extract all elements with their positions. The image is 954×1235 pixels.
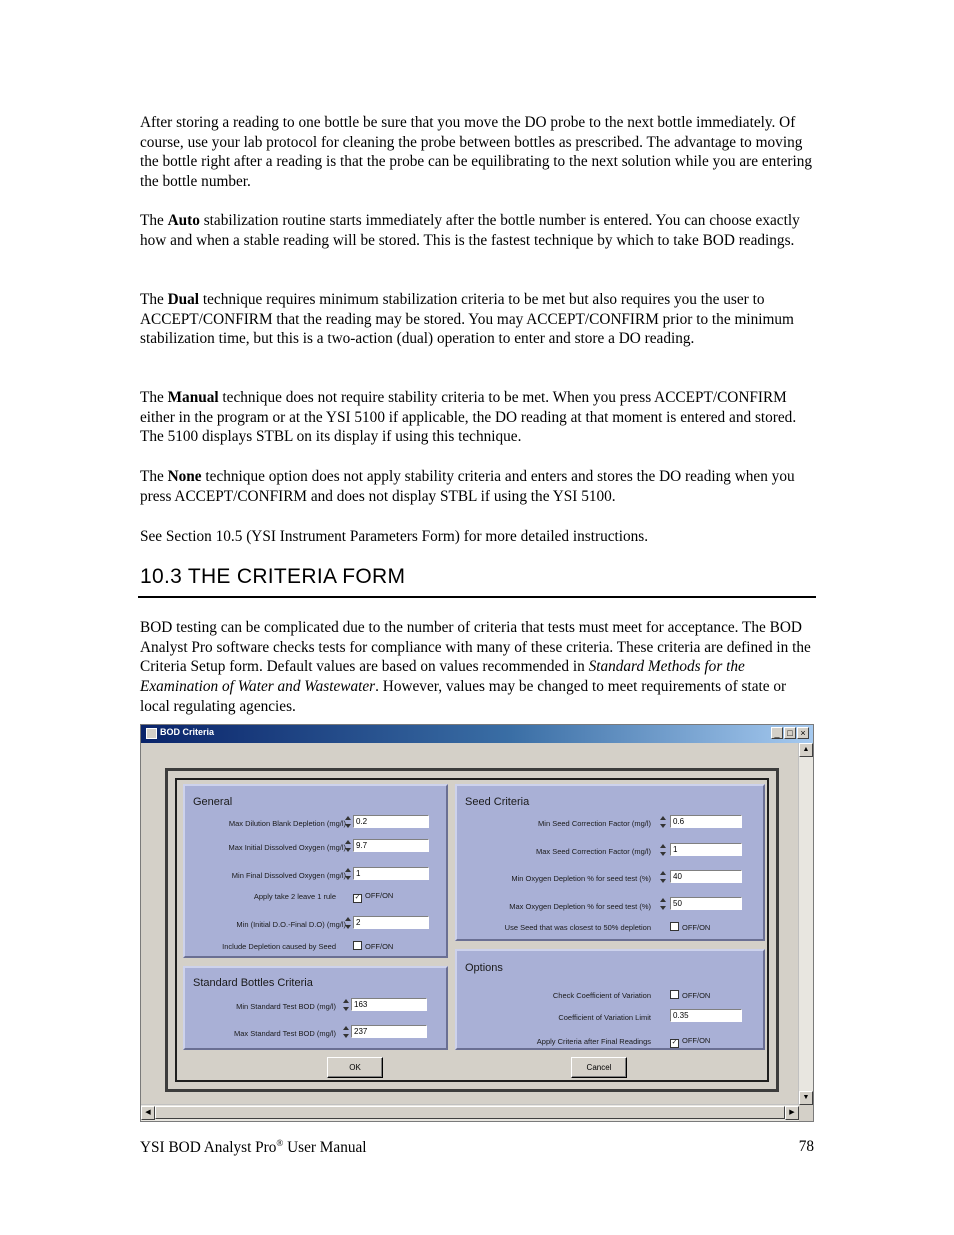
- text: technique requires minimum stabilization criteria to be met but also requires you the user to ACCEPT/CONFIRM that the reading may be stored. You may ACCEPT/CONFIRM prior to the minimum stabilization time, but this is a two-action (dual) operation to enter and store a DO reading.: [140, 291, 794, 348]
- maximize-button[interactable]: □: [784, 727, 796, 739]
- app-icon: [146, 728, 157, 739]
- checkbox-checked-icon: ✓: [354, 894, 361, 901]
- paragraph-see-section: See Section 10.5 (YSI Instrument Parameters Form) for more detailed instructions.: [140, 528, 649, 545]
- max-standard-spinner-icon[interactable]: [343, 1025, 349, 1039]
- closest-seed-checkbox[interactable]: [670, 922, 710, 932]
- paragraph-none: [140, 467, 816, 506]
- max-standard-label: Max Standard Test BOD (mg/l): [234, 1029, 336, 1038]
- max-scf-spinner-icon[interactable]: [660, 843, 666, 857]
- standard-bottles-panel: [183, 966, 448, 1050]
- include-seed-label: Include Depletion caused by Seed: [222, 942, 336, 951]
- options-title: Options: [465, 962, 503, 974]
- scroll-down-icon[interactable]: ▼: [799, 1091, 813, 1105]
- toggle-text: OFF/ON: [365, 891, 394, 900]
- max-od-input[interactable]: 50: [670, 897, 742, 910]
- toggle-text: OFF/ON: [682, 991, 711, 1000]
- general-title: General: [193, 796, 233, 808]
- text: stabilization routine starts immediately after the bottle number is entered. You can choose exactly how and when a stable reading will be stored. This is the fastest technique by which to take BOD readings.: [140, 212, 800, 249]
- min-final-do-spinner-icon[interactable]: [345, 867, 351, 881]
- general-panel: [183, 784, 448, 958]
- term-dual: Dual: [167, 291, 200, 308]
- include-seed-checkbox[interactable]: [353, 941, 393, 951]
- seed-criteria-title: Seed Criteria: [465, 796, 530, 808]
- text: The: [140, 212, 168, 229]
- scroll-up-icon[interactable]: ▲: [799, 743, 813, 757]
- min-standard-label: Min Standard Test BOD (mg/l): [236, 1002, 336, 1011]
- toggle-text: OFF/ON: [682, 1036, 711, 1045]
- check-cov-checkbox[interactable]: [670, 990, 710, 1000]
- apply-final-label: Apply Criteria after Final Readings: [536, 1037, 651, 1046]
- two-leave-one-checkbox[interactable]: [353, 891, 393, 903]
- min-scf-input[interactable]: 0.6: [670, 815, 742, 828]
- max-dilution-label: Max Dilution Blank Depletion (mg/l): [228, 819, 346, 828]
- section-heading: 10.3 THE CRITERIA FORM: [140, 565, 406, 588]
- scroll-right-icon[interactable]: ▶: [785, 1106, 799, 1120]
- term-auto: Auto: [167, 212, 200, 229]
- checkbox-empty-icon: [670, 990, 679, 999]
- options-panel: [455, 949, 765, 1050]
- minimize-button[interactable]: _: [771, 727, 783, 739]
- paragraph-criteria-intro: [140, 618, 816, 717]
- apply-final-checkbox[interactable]: [670, 1036, 710, 1048]
- ok-button[interactable]: OK: [327, 1057, 383, 1078]
- checkbox-empty-icon: [353, 941, 362, 950]
- min-standard-input[interactable]: 163: [351, 998, 427, 1011]
- min-od-label: Min Oxygen Depletion % for seed test (%): [511, 874, 651, 883]
- window-title: BOD Criteria: [160, 727, 215, 737]
- reference-title: Standard Methods for the Examination of Water and Wastewater: [140, 658, 745, 696]
- min-final-do-input[interactable]: 1: [353, 867, 429, 880]
- toggle-text: OFF/ON: [682, 923, 711, 932]
- max-standard-input[interactable]: 237: [351, 1025, 427, 1038]
- text: User Manual: [283, 1139, 367, 1157]
- min-scf-label: Min Seed Correction Factor (mg/l): [538, 819, 651, 828]
- max-initial-do-input[interactable]: 9.7: [353, 839, 429, 852]
- form-inner-frame: [175, 778, 769, 1082]
- term-none: None: [167, 468, 202, 485]
- horizontal-scrollbar[interactable]: [141, 1104, 799, 1121]
- max-initial-do-label: Max Initial Dissolved Oxygen (mg/l): [228, 843, 346, 852]
- min-od-spinner-icon[interactable]: [660, 870, 666, 884]
- text: The: [140, 468, 168, 485]
- bod-criteria-window: [140, 724, 814, 1122]
- text: YSI BOD Analyst Pro: [140, 1139, 277, 1157]
- text: The: [140, 389, 168, 406]
- max-initial-do-spinner-icon[interactable]: [345, 839, 351, 853]
- min-final-do-label: Min Final Dissolved Oxygen (mg/l): [231, 871, 346, 880]
- text: technique does not require stability criteria to be met. When you press ACCEPT/CONFIRM either in the program or at the YSI 5100 if applicable, the DO reading at that moment is entered and stored. The 5100 displays STBL on its display if using this technique.: [140, 389, 797, 446]
- text: BOD testing can be complicated due to the number of criteria that tests must meet for acceptance. The BOD Analyst Pro software checks tests for compliance with many of these criteria. These criteria are defined in the Criteria Setup form. Default values are based on values recommended in: [140, 619, 811, 676]
- min-diff-input[interactable]: 2: [353, 916, 429, 929]
- cov-limit-input[interactable]: 0.35: [670, 1009, 742, 1022]
- toggle-text: OFF/ON: [365, 942, 394, 951]
- footer-title: [140, 1138, 367, 1157]
- seed-criteria-panel: [455, 784, 765, 941]
- close-button[interactable]: ×: [797, 727, 809, 739]
- title-bar: [141, 725, 813, 743]
- term-manual: Manual: [167, 389, 219, 406]
- max-dilution-spinner-icon[interactable]: [345, 815, 351, 829]
- paragraph-storing: After storing a reading to one bottle be sure that you move the DO probe to the next bottle immediately. Of course, use your lab protocol for cleaning the probe between bottles as prescribed. The advantage to moving the bottle right after a reading is that the probe can be equilibrating to the next solution while you are entering the bottle number.: [140, 114, 813, 191]
- paragraph-auto: [140, 211, 816, 250]
- max-dilution-input[interactable]: 0.2: [353, 815, 429, 828]
- paragraph-dual: [140, 290, 816, 349]
- closest-seed-label: Use Seed that was closest to 50% depletion: [504, 923, 651, 932]
- checkbox-empty-icon: [670, 922, 679, 931]
- text: The: [140, 291, 168, 308]
- vertical-scrollbar[interactable]: [798, 743, 813, 1105]
- cancel-button[interactable]: Cancel: [571, 1057, 627, 1078]
- scroll-left-icon[interactable]: ◀: [141, 1106, 155, 1120]
- min-scf-spinner-icon[interactable]: [660, 815, 666, 829]
- paragraph-manual: [140, 388, 816, 447]
- min-standard-spinner-icon[interactable]: [343, 998, 349, 1012]
- cov-limit-label: Coefficient of Variation Limit: [558, 1013, 651, 1022]
- two-leave-one-label: Apply take 2 leave 1 rule: [253, 892, 336, 901]
- text: . However, values may be changed to meet requirements of state or local regulating agencies.: [140, 678, 787, 715]
- min-diff-label: Min (Initial D.O.-Final D.O) (mg/l): [236, 920, 346, 929]
- page-number: 78: [798, 1138, 814, 1155]
- min-od-input[interactable]: 40: [670, 870, 742, 883]
- check-cov-label: Check Coefficient of Variation: [552, 991, 651, 1000]
- min-diff-spinner-icon[interactable]: [345, 916, 351, 930]
- heading-rule: [138, 596, 816, 598]
- max-scf-input[interactable]: 1: [670, 843, 742, 856]
- standard-bottles-title: Standard Bottles Criteria: [193, 977, 313, 989]
- form-outer-frame: [165, 768, 779, 1092]
- max-od-label: Max Oxygen Depletion % for seed test (%): [509, 902, 651, 911]
- text: technique option does not apply stability criteria and enters and stores the DO reading when you press ACCEPT/CONFIRM and does not display STBL if using the YSI 5100.: [140, 468, 795, 505]
- max-scf-label: Max Seed Correction Factor (mg/l): [535, 847, 651, 856]
- checkbox-checked-icon: ✓: [671, 1039, 678, 1046]
- scroll-thumb[interactable]: [155, 1106, 785, 1119]
- max-od-spinner-icon[interactable]: [660, 897, 666, 911]
- registered-mark: ®: [276, 1138, 284, 1148]
